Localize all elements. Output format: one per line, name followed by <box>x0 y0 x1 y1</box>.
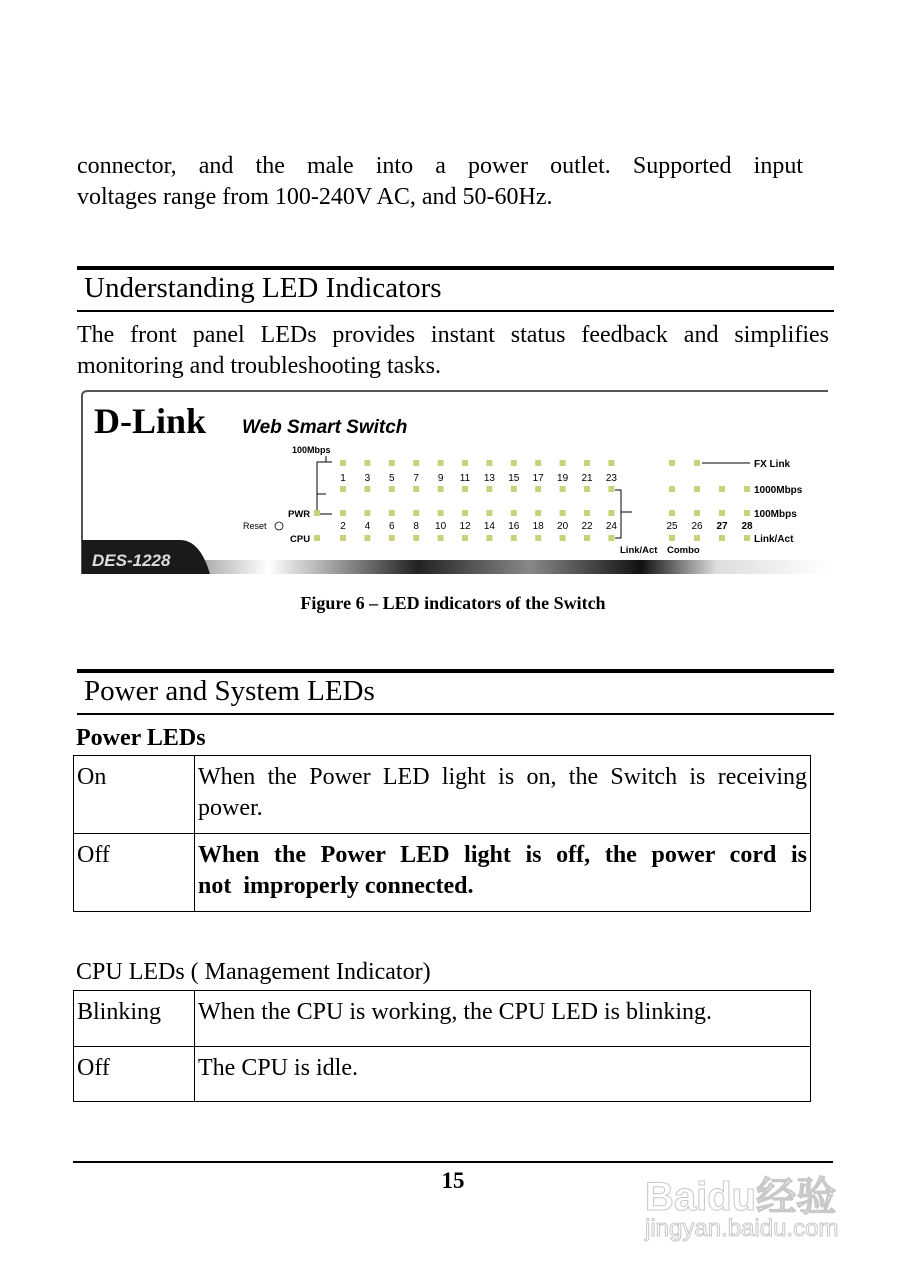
port-number: 1 <box>340 473 346 484</box>
led-indicator <box>719 510 725 516</box>
combo-port-number: 27 <box>716 521 728 532</box>
description-cell: The CPU is idle. <box>195 1047 811 1102</box>
page-number: 15 <box>441 1168 465 1193</box>
bracket-left <box>317 456 332 514</box>
led-indicator <box>364 510 370 516</box>
led-indicator <box>438 510 444 516</box>
description-line: When the Power LED light is on, the Switch is receiving <box>198 764 807 790</box>
led-indicator <box>340 535 346 541</box>
port-number: 21 <box>581 473 593 484</box>
state-cell: On <box>74 756 195 834</box>
port-number: 10 <box>435 521 447 532</box>
description-cell <box>195 834 811 912</box>
led-indicator <box>462 535 468 541</box>
port-number: 22 <box>581 521 593 532</box>
led-para-line-1: The front panel LEDs provides instant status feedback and simplifies <box>77 322 829 348</box>
watermark-logo: Baidu经验 <box>645 1175 837 1219</box>
led-indicator <box>719 535 725 541</box>
led-indicator <box>340 510 346 516</box>
led-indicator <box>389 510 395 516</box>
state-cell: Off <box>74 834 195 912</box>
port-number: 15 <box>508 473 520 484</box>
led-indicator <box>694 486 700 492</box>
intro-line-1: connector, and the male into a power outlet. Supported input <box>77 153 803 179</box>
port-number: 11 <box>459 473 471 484</box>
led-indicator <box>535 535 541 541</box>
led-indicator <box>314 535 320 541</box>
section-heading-power: Power and System LEDs <box>84 675 375 707</box>
led-indicator <box>584 460 590 466</box>
bracket-right <box>615 490 632 538</box>
led-indicator <box>719 486 725 492</box>
state-cell: Off <box>74 1047 195 1102</box>
led-indicator <box>486 535 492 541</box>
dlink-logo: D-Link <box>94 401 207 441</box>
port-number: 6 <box>389 521 395 532</box>
led-indicator <box>535 510 541 516</box>
led-indicator <box>413 535 419 541</box>
switch-front-panel-figure <box>80 390 828 576</box>
heading-rule-top-2 <box>77 669 834 673</box>
led-indicator <box>669 460 675 466</box>
led-indicator <box>744 535 750 541</box>
led-indicator <box>389 535 395 541</box>
description-line: When the Power LED light is off, the power cord is <box>198 842 807 868</box>
port-number: 16 <box>508 521 520 532</box>
led-indicator <box>511 460 517 466</box>
led-indicator <box>608 460 614 466</box>
led-indicator <box>669 486 675 492</box>
led-indicator <box>438 460 444 466</box>
figure-caption: Figure 6 – LED indicators of the Switch <box>300 593 606 613</box>
led-indicator <box>511 535 517 541</box>
led-indicator <box>669 510 675 516</box>
port-number: 17 <box>532 473 544 484</box>
led-indicator <box>364 460 370 466</box>
led-indicator <box>744 510 750 516</box>
port-number: 23 <box>605 473 617 484</box>
description-line: power. <box>198 795 263 821</box>
led-indicator <box>560 535 566 541</box>
cpu-leds-title: CPU LEDs ( Management Indicator) <box>76 959 431 985</box>
led-indicator <box>413 510 419 516</box>
power-leds-title: Power LEDs <box>76 725 206 751</box>
table-row <box>74 834 811 912</box>
led-indicator <box>694 535 700 541</box>
heading-rule-bottom <box>77 310 834 312</box>
heading-rule-top <box>77 266 834 270</box>
pwr-label: PWR <box>288 509 311 520</box>
led-indicator <box>608 535 614 541</box>
description-cell: When the CPU is working, the CPU LED is blinking. <box>195 991 811 1047</box>
led-indicator <box>535 486 541 492</box>
port-number: 19 <box>557 473 569 484</box>
port-number: 5 <box>389 473 395 484</box>
led-indicator <box>413 486 419 492</box>
power-leds-table <box>73 755 811 912</box>
led-indicator <box>364 535 370 541</box>
model-label: DES-1228 <box>92 551 171 570</box>
section-heading-led: Understanding LED Indicators <box>84 272 442 304</box>
led-para-line-2: monitoring and troubleshooting tasks. <box>77 353 441 379</box>
led-row-label: Link/Act <box>754 534 794 545</box>
port-number: 14 <box>483 521 495 532</box>
port-number: 13 <box>483 473 495 484</box>
watermark-url: jingyan.baidu.com <box>645 1215 839 1242</box>
led-indicator <box>535 460 541 466</box>
reset-button <box>275 522 283 530</box>
combo-port-number: 28 <box>741 521 753 532</box>
led-indicator <box>608 486 614 492</box>
led-row-label: FX Link <box>754 459 791 470</box>
cpu-label: CPU <box>290 534 311 545</box>
led-indicator <box>584 510 590 516</box>
combo-port-number: 25 <box>666 521 678 532</box>
led-row-label: 1000Mbps <box>754 485 803 496</box>
led-indicator <box>389 460 395 466</box>
led-indicator <box>486 510 492 516</box>
led-indicator <box>486 486 492 492</box>
port-number: 3 <box>364 473 371 484</box>
led-indicator <box>560 510 566 516</box>
port-number: 4 <box>364 521 371 532</box>
speed-label-left: 100Mbps <box>292 445 331 455</box>
led-indicator <box>694 460 700 466</box>
heading-rule-bottom-2 <box>77 713 834 715</box>
led-indicator <box>438 535 444 541</box>
led-indicator <box>364 486 370 492</box>
combo-label: Combo <box>667 545 700 556</box>
led-indicator <box>511 486 517 492</box>
led-row-label: 100Mbps <box>754 509 797 520</box>
product-line-label: Web Smart Switch <box>242 417 408 438</box>
state-cell: Blinking <box>74 991 195 1047</box>
led-indicator <box>462 486 468 492</box>
led-indicator <box>511 510 517 516</box>
led-indicator <box>486 460 492 466</box>
description-cell <box>195 756 811 834</box>
reset-label: Reset <box>243 521 267 531</box>
port-number: 9 <box>437 473 444 484</box>
port-number: 8 <box>413 521 419 532</box>
led-indicator <box>413 460 419 466</box>
led-indicator <box>340 460 346 466</box>
port-number: 18 <box>532 521 544 532</box>
led-indicator <box>584 535 590 541</box>
led-indicator <box>669 535 675 541</box>
port-number: 7 <box>413 473 419 484</box>
port-number: 24 <box>605 521 617 532</box>
combo-port-number: 26 <box>691 521 703 532</box>
led-indicator <box>340 486 346 492</box>
table-row <box>74 1047 811 1102</box>
led-indicator <box>462 460 468 466</box>
port-number: 2 <box>340 521 346 532</box>
led-indicator <box>744 486 750 492</box>
led-indicator <box>584 486 590 492</box>
table-row <box>74 756 811 834</box>
led-indicator <box>314 510 320 516</box>
table-row <box>74 991 811 1047</box>
led-indicator <box>560 460 566 466</box>
port-number: 20 <box>557 521 569 532</box>
led-indicator <box>560 486 566 492</box>
description-line: not improperly connected. <box>198 873 474 899</box>
intro-line-2: voltages range from 100-240V AC, and 50-60Hz. <box>77 184 553 210</box>
linkact-label: Link/Act <box>620 545 658 556</box>
footer-rule <box>73 1161 833 1163</box>
led-indicator <box>462 510 468 516</box>
led-indicator <box>608 510 614 516</box>
led-indicator <box>389 486 395 492</box>
led-indicator <box>438 486 444 492</box>
cpu-leds-table <box>73 990 811 1102</box>
port-number: 12 <box>459 521 471 532</box>
led-indicator <box>694 510 700 516</box>
